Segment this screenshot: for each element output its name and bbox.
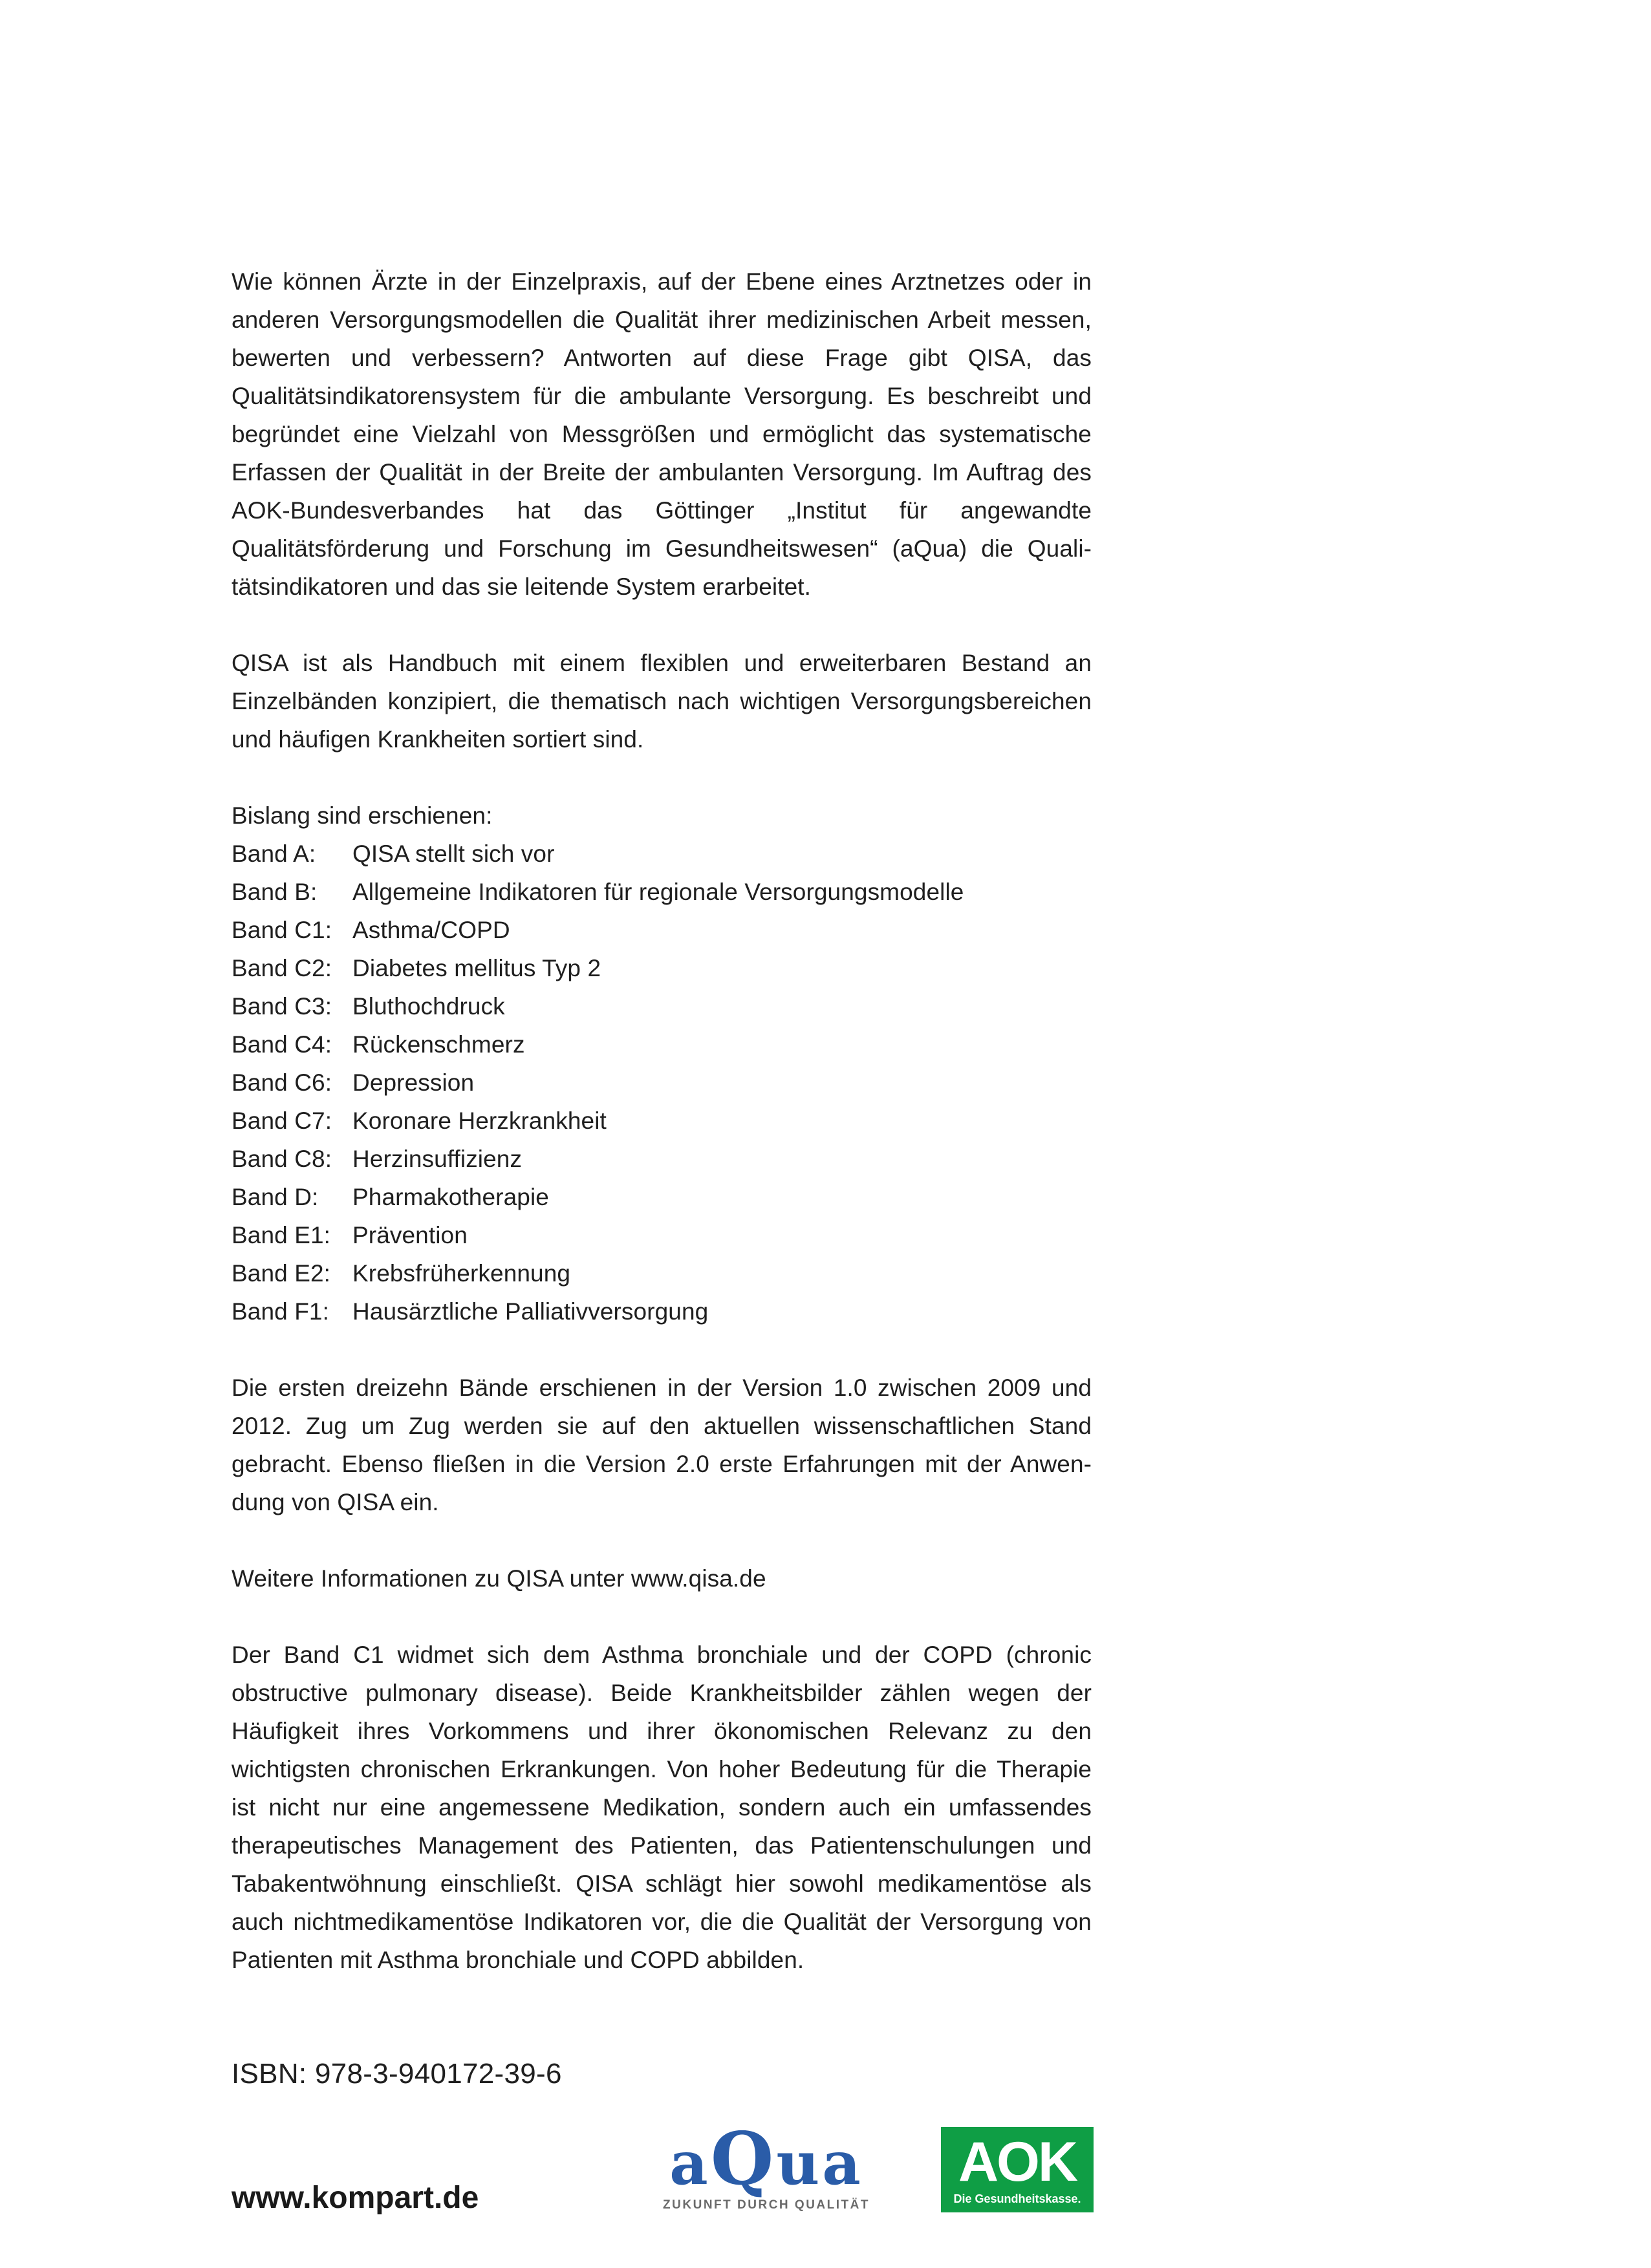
band-list-item	[232, 1178, 1092, 1216]
band-list-item	[232, 1025, 1092, 1064]
aok-logo-tagline: Die Gesundheitskasse.	[953, 2192, 1081, 2205]
band-title: QISA stellt sich vor	[352, 840, 555, 867]
band-title: Asthma/COPD	[352, 917, 510, 943]
band-title: Depression	[352, 1069, 475, 1096]
band-label: Band C3:	[232, 993, 332, 1020]
band-label: Band E2:	[232, 1260, 331, 1287]
aqua-logo-wordmark: aQua	[669, 2117, 863, 2201]
aok-logo	[941, 2127, 1094, 2212]
band-label: Band C2:	[232, 955, 332, 981]
intro-paragraph-1: Wie können Ärzte in der Einzelpraxis, auf der Ebene eines Arztnetzes oder in anderen Versorgungsmodellen die Qualität ihrer medizinischen Arbeit messen, bewerten und verbessern? Antworten auf diese Frage gibt QISA, das Qualitätsindikatorensystem für die ambulante Versorgung. Es beschreibt und begründet eine Vielzahl von Messgrößen und ermöglicht das systematische Erfassen der Qualität in der Breite der ambulanten Versorgung. Im Auftrag des AOK-Bundesverbandes hat das Göttinger „Institut für angewandte Qualitätsförderung und Forschung im Gesundheitswesen“ (aQua) die Qualitätsindikatoren und das sie leitende System erarbeitet.	[232, 268, 1092, 600]
band-title: Herzinsuffizienz	[352, 1146, 523, 1172]
band-label: Band F1:	[232, 1298, 329, 1325]
band-title: Allgemeine Indikatoren für regionale Versorgungsmodelle	[352, 879, 964, 905]
isbn-number: ISBN: 978-3-940172-39-6	[232, 2058, 562, 2090]
band-label: Band C7:	[232, 1107, 332, 1134]
band-title: Pharmakotherapie	[352, 1184, 549, 1210]
band-label: Band C1:	[232, 917, 332, 943]
band-list-item	[232, 1254, 1092, 1292]
versions-paragraph: Die ersten dreizehn Bände erschienen in der Version 1.0 zwischen 2009 und 2012. Zug um Zug werden sie auf den aktuellen wissenschaftlichen Stand gebracht. Ebenso fließen in die Version 2.0 erste Erfahrungen mit der Anwendung von QISA ein.	[232, 1375, 1092, 1515]
band-title: Diabetes mellitus Typ 2	[352, 955, 601, 981]
band-title: Koronare Herzkrankheit	[352, 1107, 607, 1134]
aok-logo-wordmark: AOK	[958, 2131, 1077, 2193]
band-list-item	[232, 1064, 1092, 1102]
band-label: Band A:	[232, 840, 316, 867]
band-title: Rückenschmerz	[352, 1031, 525, 1058]
more-info-line: Weitere Informationen zu QISA unter www.qisa.de	[232, 1565, 766, 1592]
band-title: Bluthochdruck	[352, 993, 505, 1020]
band-label: Band E1:	[232, 1222, 331, 1248]
band-c1-paragraph: Der Band C1 widmet sich dem Asthma bronchiale und der COPD (chronic obstructive pulmonary disease). Beide Krankheitsbilder zählen wegen der Häufigkeit ihres Vorkommens und ihrer ökonomischen Relevanz zu den wichtigsten chronischen Erkrankungen. Von hoher Bedeutung für die Therapie ist nicht nur eine angemessene Medikation, sondern auch ein umfassendes therapeutisches Management des Patienten, das Patientenschulungen und Tabakentwöhnung einschließt. QISA schlägt hier sowohl medikamentöse als auch nichtmedikamentöse Indikatoren vor, die die Qualität der Versorgung von Patienten mit Asthma bronchiale und COPD abbilden.	[232, 1642, 1092, 1973]
band-title: Prävention	[352, 1222, 468, 1248]
band-label: Band D:	[232, 1184, 319, 1210]
band-list-item	[232, 949, 1092, 987]
band-label: Band C4:	[232, 1031, 332, 1058]
band-list-item	[232, 1216, 1092, 1254]
band-list-item	[232, 987, 1092, 1025]
band-list-item	[232, 835, 1092, 873]
band-label: Band C6:	[232, 1069, 332, 1096]
band-label: Band B:	[232, 879, 318, 905]
band-list-item	[232, 1292, 1092, 1331]
band-title: Krebsfrüherkennung	[352, 1260, 571, 1287]
band-list	[232, 835, 1092, 1331]
band-list-intro: Bislang sind erschienen:	[232, 802, 493, 829]
aqua-logo-tagline: ZUKUNFT DURCH QUALITÄT	[663, 2198, 870, 2212]
band-list-item	[232, 1140, 1092, 1178]
band-list-item	[232, 873, 1092, 911]
band-list-item	[232, 911, 1092, 949]
intro-paragraph-2: QISA ist als Handbuch mit einem flexiblen und erweiterbaren Bestand an Einzelbänden konzipiert, die thematisch nach wichtigen Versorgungsbereichen und häufigen Krankheiten sortiert sind.	[232, 650, 1092, 753]
publisher-website: www.kompart.de	[232, 2181, 479, 2215]
body-text-column	[232, 262, 1092, 2017]
band-list-item	[232, 1102, 1092, 1140]
band-title: Hausärztliche Palliativversorgung	[352, 1298, 709, 1325]
band-label: Band C8:	[232, 1146, 332, 1172]
aqua-logo	[660, 2117, 873, 2212]
